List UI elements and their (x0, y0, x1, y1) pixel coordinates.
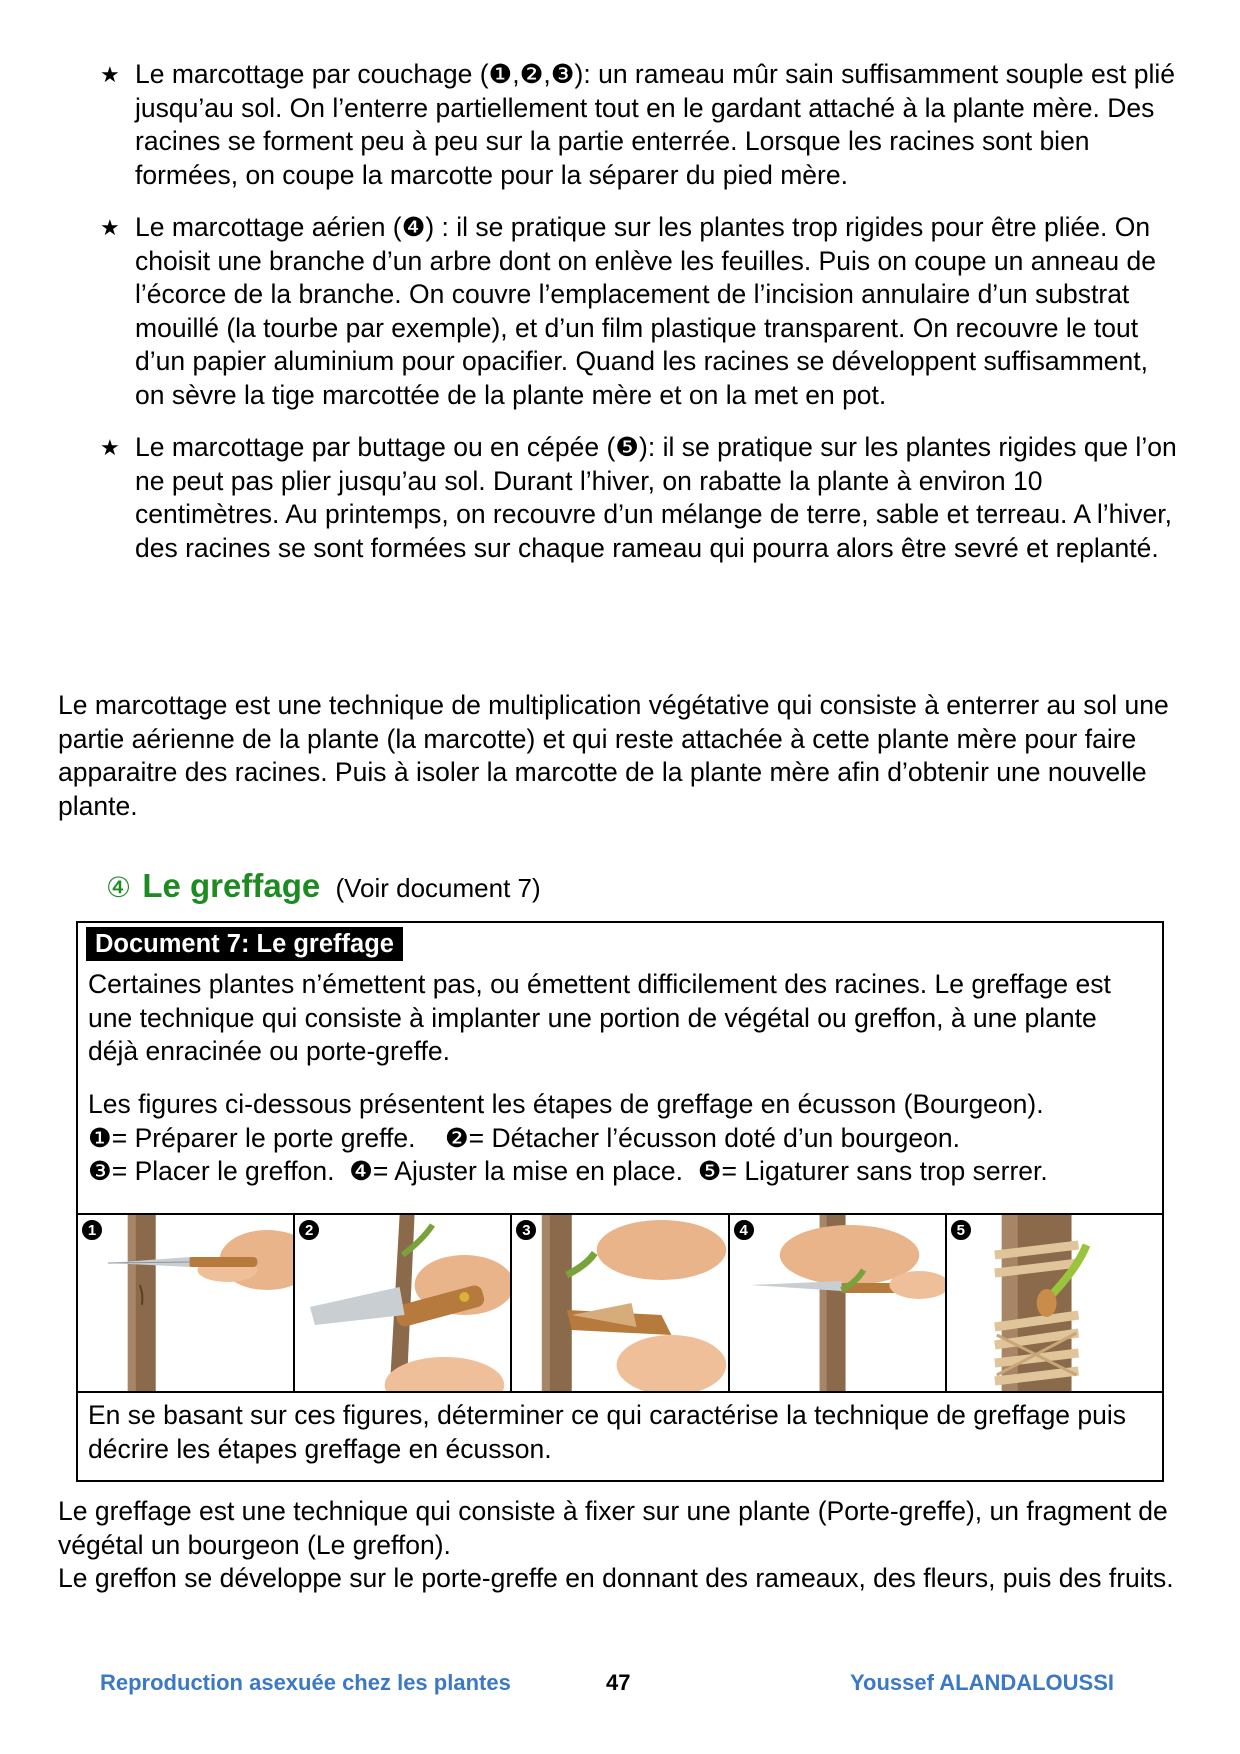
bullet-text: Le marcottage par couchage (❶,❷,❸): un rameau mûr sain suffisamment souple est plié jusqu’au sol. On l’enterre partiellement tout en le gardant attaché à la plante mère. Des racines se forment peu à peu sur la partie enterrée. Lorsque les racines sont bien formées, on coupe la marcotte pour la séparer du pied mère. (135, 59, 1175, 190)
document-question: En se basant sur ces figures, déterminer ce qui caractérise la technique de greffage puis décrire les étapes greffage en écusson. (88, 1400, 1127, 1464)
star-icon: ★ (100, 215, 120, 240)
bullet-text: Le marcottage aérien (❹) : il se pratique sur les plantes trop rigides pour être pliée. On choisit une branche d’un arbre dont on enlève les feuilles. Puis on coupe un anneau de l’écorce de la branche. On couvre l’emplacement de l’incision annulaire d’un substrat mouillé (la tourbe par exemple), et d’un film plastique transparent. On recouvre le tout d’un papier aluminium pour opacifier. Quand les racines se développent suffisamment, on sèvre la tige marcottée de la plante mère et on la met en pot. (135, 212, 1156, 410)
section-reference: (Voir document 7) (335, 873, 541, 903)
document-label: Document 7: Le greffage (86, 927, 403, 961)
figure-step-5 (947, 1215, 1162, 1391)
marcottage-bullet-list (100, 58, 1190, 584)
figure-strip (78, 1213, 1162, 1393)
section-title: Le greffage (142, 867, 321, 904)
grafting-step-5-illustration (947, 1215, 1162, 1391)
star-icon: ★ (100, 62, 120, 87)
figure-badge: 2 (298, 1219, 320, 1241)
grafting-step-3-illustration (512, 1215, 727, 1391)
footer-author: Youssef ALANDALOUSSI (850, 1670, 1115, 1695)
figure-badge: 3 (515, 1219, 537, 1241)
document-steps-line-1: Les figures ci-dessous présentent les étapes de greffage en écusson (Bourgeon). (88, 1089, 1044, 1119)
grafting-step-2-illustration (295, 1215, 510, 1391)
bullet-buttage (100, 431, 1190, 565)
figure-step-2 (295, 1215, 512, 1391)
document-7-box (76, 921, 1164, 1482)
grafting-step-4-illustration (730, 1215, 945, 1391)
bullet-couchage (100, 58, 1190, 192)
figure-step-4 (730, 1215, 947, 1391)
bullet-aerien (100, 211, 1190, 412)
section-heading-greffage (106, 866, 541, 908)
document-intro: Certaines plantes n’émettent pas, ou émettent difficilement des racines. Le greffage est une technique qui consiste à implanter une portion de végétal ou greffon, à une plante déjà enracinée ou porte-greffe. (88, 969, 1111, 1066)
document-steps-line-2: ❶= Préparer le porte greffe. ❷= Détacher l’écusson doté d’un bourgeon. (88, 1123, 960, 1153)
grafting-step-1-illustration (78, 1215, 293, 1391)
footer-title: Reproduction asexuée chez les plantes (100, 1670, 511, 1695)
bullet-text: Le marcottage par buttage ou en cépée (❺): il se pratique sur les plantes rigides que l’on ne peut pas plier jusqu’au sol. Durant l’hiver, on rabatte la plante à environ 10 centimètres. Au printemps, on recouvre d’un mélange de terre, sable et terreau. A l’hiver, des racines se sont formées sur chaque rameau qui pourra alors être sevré et replanté. (135, 432, 1177, 563)
star-icon: ★ (100, 435, 120, 460)
figure-step-3 (512, 1215, 729, 1391)
figure-badge: 1 (81, 1219, 103, 1241)
figure-badge: 4 (733, 1219, 755, 1241)
document-steps-line-3: ❸= Placer le greffon. ❹= Ajuster la mise en place. ❺= Ligaturer sans trop serrer. (88, 1156, 1048, 1186)
section-number: ④ (106, 872, 132, 903)
page-number: 47 (606, 1670, 631, 1695)
marcottage-summary: Le marcottage est une technique de multiplication végétative qui consiste à enterrer au sol une partie aérienne de la plante (la marcotte) et qui reste attachée à cette plante mère pour faire apparaitre des racines. Puis à isoler la marcotte de la plante mère afin d’obtenir une nouvelle plante. (58, 690, 1169, 821)
greffage-summary: Le greffage est une technique qui consiste à fixer sur une plante (Porte-greffe), un fragment de végétal un bourgeon (Le greffon). (58, 1496, 1168, 1560)
greffage-summary-2: Le greffon se développe sur le porte-greffe en donnant des rameaux, des fleurs, puis des fruits. (58, 1563, 1174, 1593)
figure-badge: 5 (950, 1219, 972, 1241)
figure-step-1 (78, 1215, 295, 1391)
